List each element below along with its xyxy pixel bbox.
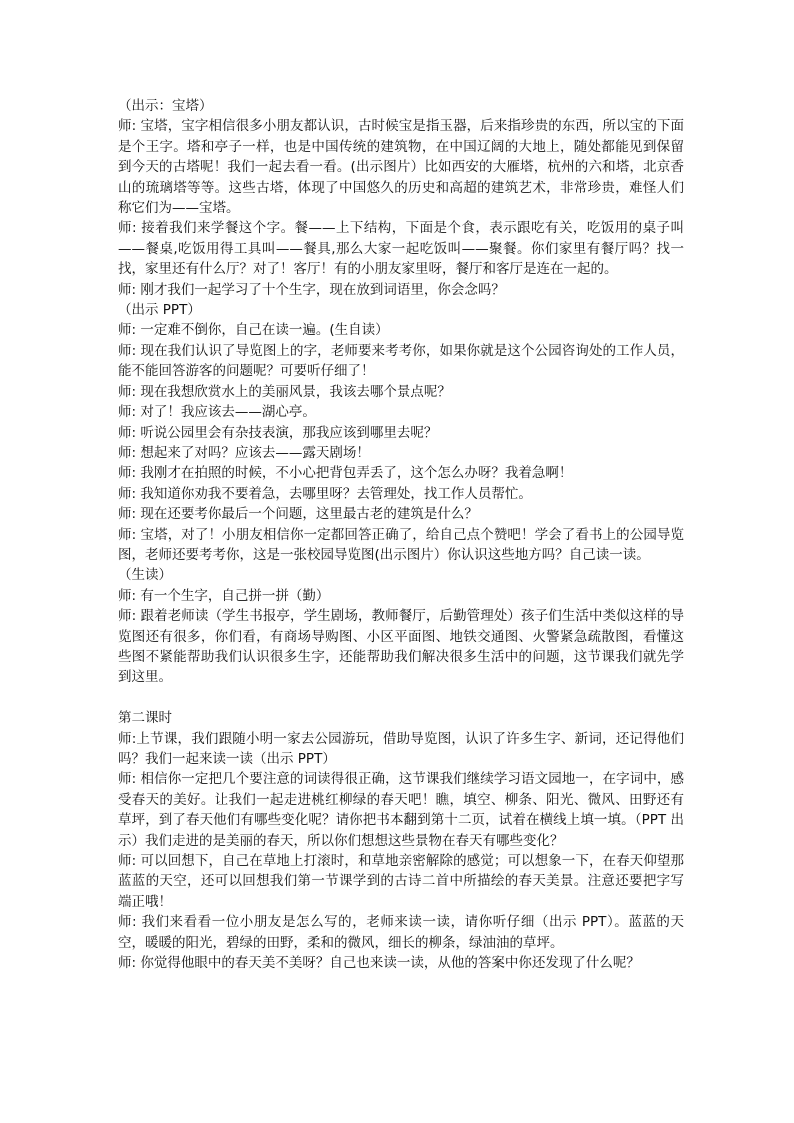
paragraph-8: 师: 现在我想欣赏水上的美丽风景，我该去哪个景点呢？	[118, 383, 451, 400]
paragraph-20: 师: 相信你一定把几个要注意的词读得很正确，这节课我们继续学习语文园地一，在字词中，感受春天的美好。让我们一起走进桃红柳绿的春天吧！瞧，填空、柳条、阳光、微风、田野还有草坪，到了春天他们有哪些变化呢？请你把书本翻到第十二页，试着在横线上填一填。（PPT 出示）我们走进的是美丽的春天，所以你们想想这些景物在春天有哪些变化？	[118, 771, 684, 849]
paragraph-21: 师: 可以回想下，自己在草地上打滚时，和草地亲密解除的感觉；可以想象一下，在春天仰望那蓝蓝的天空，还可以回想我们第一节课学到的古诗二首中所描绘的春天美景。注意还要把字写端正哦！	[118, 853, 684, 910]
blank-line	[118, 688, 684, 708]
paragraph-15: 师: 宝塔，对了！小朋友相信你一定都回答正确了，给自己点个赞吧！学会了看书上的公园导览图，老师还要考考你，这是一张校园导览图(出示图片）你认识这些地方吗？自己读一读。	[118, 526, 684, 563]
paragraph-23: 师: 你觉得他眼中的春天美不美呀？自己也来读一读，从他的答案中你还发现了什么呢？	[118, 955, 640, 972]
paragraph-2: 师: 宝塔，宝字相信很多小朋友都认识，古时候宝是指玉器，后来指珍贵的东西，所以宝的下面是个王字。塔和亭子一样，也是中国传统的建筑物，在中国辽阔的大地上，随处都能见到保留到今天的古塔呢！我们一起去看一看。(出示图片）比如西安的大雁塔，杭州的六和塔，北京香山的琉璃塔等等。这些古塔，体现了中国悠久的历史和高超的建筑艺术，非常珍贵，难怪人们称它们为——宝塔。	[118, 118, 684, 217]
paragraph-6: 师: 一定难不倒你，自己在读一遍。(生自读）	[118, 322, 389, 339]
paragraph-12: 师: 我刚才在拍照的时候，不小心把背包弄丢了，这个怎么办呀？我着急啊！	[118, 465, 573, 482]
paragraph-11: 师: 想起来了对吗？应该去——露天剧场！	[118, 444, 370, 461]
paragraph-7: 师: 现在我们认识了导览图上的字，老师要来考考你，如果你就是这个公园咨询处的工作人员，能不能回答游客的问题呢？可要听仔细了！	[118, 342, 684, 380]
paragraph-4: 师: 刚才我们一起学习了十个生字，现在放到词语里，你会念吗？	[118, 281, 505, 298]
paragraph-3: 师: 接着我们来学餐这个字。餐——上下结构，下面是个食，表示跟吃有关，吃饭用的桌子叫——餐桌,吃饭用得工具叫——餐具,那么大家一起吃饭叫——聚餐。你们家里有餐厅吗？找一找，家里还有什么厅？对了！客厅！有的小朋友家里呀，餐厅和客厅是连在一起的。	[118, 220, 684, 278]
paragraph-17: 师: 有一个生字，自己拼一拼（勤）	[118, 587, 330, 604]
paragraph-1: （出示：宝塔）	[118, 98, 213, 114]
section-heading: 第二课时	[118, 710, 172, 727]
paragraph-18: 师: 跟着老师读（学生书报亭，学生剧场，教师餐厅，后勤管理处）孩子们生活中类似这样的导览图还有很多，你们看，有商场导购图、小区平面图、地铁交通图、火警紧急疏散图，看懂这些图不紧能帮助我们认识很多生字，还能帮助我们解决很多生活中的问题，这节课我们就先学到这里。	[118, 608, 684, 686]
paragraph-10: 师: 听说公园里会有杂技表演，那我应该到哪里去呢？	[118, 424, 438, 441]
paragraph-19: 师:上节课，我们跟随小明一家去公园游玩，借助导览图，认识了许多生字、新词，还记得他们吗？我们一起来读一读（出示 PPT）	[118, 730, 684, 767]
paragraph-14: 师: 现在还要考你最后一个问题，这里最古老的建筑是什么？	[118, 506, 478, 523]
paragraph-5: （出示 PPT）	[118, 302, 201, 319]
paragraph-9: 师: 对了！我应该去——湖心亭。	[118, 404, 316, 421]
paragraph-22: 师: 我们来看看一位小朋友是怎么写的，老师来读一读，请你听仔细（出示 PPT）。蓝蓝的天空，暖暖的阳光，碧绿的田野，柔和的微风，细长的柳条，绿油油的草坪。	[118, 914, 684, 951]
paragraph-13: 师: 我知道你劝我不要着急，去哪里呀？去管理处，找工作人员帮忙。	[118, 485, 532, 502]
document-page	[118, 96, 684, 973]
paragraph-16: （生读）	[118, 567, 172, 584]
